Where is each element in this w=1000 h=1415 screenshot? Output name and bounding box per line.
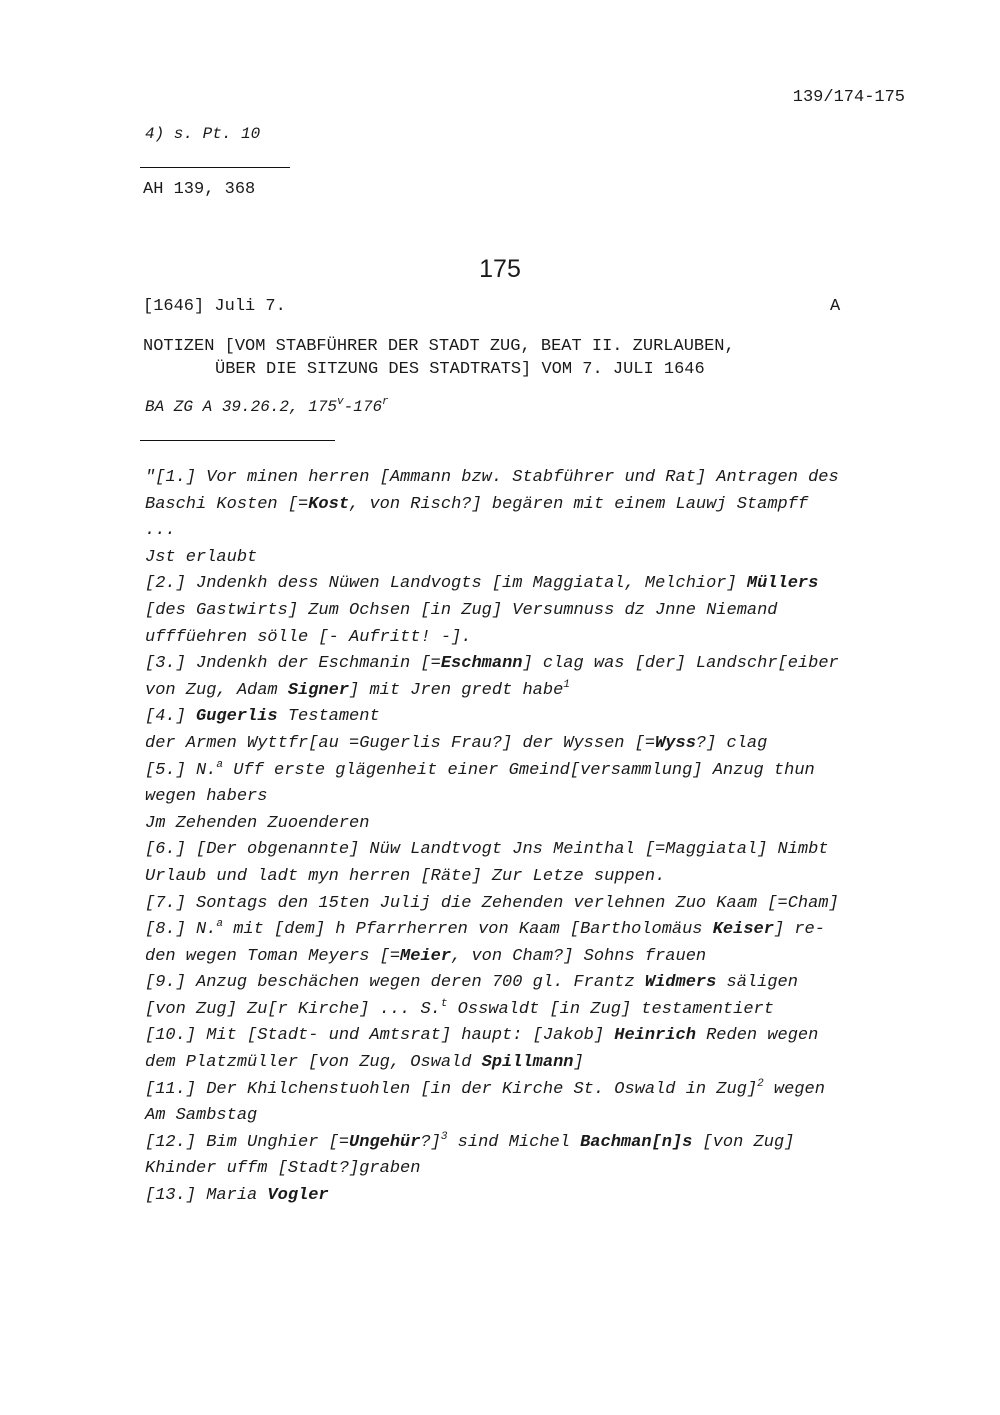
- entry-1: [145, 465, 905, 571]
- entry-text: [9.] Anzug beschächen wegen deren 700 gl. Frantz: [145, 973, 645, 993]
- entry-text: wegen: [763, 1079, 825, 1099]
- transcription-entries: [145, 465, 905, 1210]
- source-sup-verso: v: [337, 396, 344, 408]
- entry-3: [145, 651, 905, 704]
- entry-line: [7.] Sontags den 15ten Julij die Zehenden verlehnen Zuo Kaam [=Cham]: [145, 893, 839, 913]
- entry-line: [6.] [Der obgenannte] Nüw Landtvogt Jns Meinthal [=Maggiatal] Nimbt: [145, 840, 829, 860]
- entry-text: [10.] Mit [Stadt- und Amtsrat] haupt: [Jakob]: [145, 1026, 615, 1046]
- entry-name: Spillmann: [481, 1053, 574, 1073]
- entry-line: Khinder uffm [Stadt?]graben: [145, 1159, 421, 1179]
- document-title: [143, 335, 883, 381]
- entry-text: , von Risch?] begären mit einem Lauwj Stampff: [349, 494, 809, 514]
- entry-6: [145, 837, 905, 890]
- document-title-line-2: ÜBER DIE SITZUNG DES STADTRATS] VOM 7. JULI 1646: [215, 360, 705, 379]
- entry-text: [8.] N.: [145, 920, 217, 940]
- entry-5: [145, 758, 905, 838]
- footnote-marker: 2: [757, 1077, 764, 1090]
- previous-footnote: 4) s. Pt. 10: [145, 125, 261, 143]
- source-mid: -176: [343, 398, 383, 416]
- entry-name: Kost: [308, 494, 350, 514]
- entry-4: [145, 704, 905, 757]
- entry-name: Müllers: [746, 574, 819, 594]
- entry-text: ]: [573, 1053, 584, 1073]
- page-reference: 139/174-175: [792, 88, 905, 107]
- entry-text: [12.] Bim Unghier [=: [145, 1132, 350, 1152]
- entry-9: [145, 970, 905, 1023]
- footnote-marker: 3: [440, 1130, 448, 1143]
- entry-text: , von Cham?] Sohns frauen: [451, 946, 707, 966]
- entry-line: [des Gastwirts] Zum Ochsen [in Zug] Versumnuss dz Jnne Niemand: [145, 600, 778, 620]
- entry-text: den wegen Toman Meyers [=: [145, 946, 401, 966]
- document-date: [1646] Juli 7.: [143, 297, 286, 316]
- entry-name: Meier: [400, 946, 452, 966]
- entry-name: Wyss: [655, 733, 696, 753]
- entry-text: Testament: [277, 707, 380, 727]
- entry-text: Reden wegen: [695, 1026, 819, 1046]
- entry-text: ?]: [420, 1132, 441, 1152]
- entry-7: [145, 891, 905, 918]
- entry-name: Vogler: [267, 1186, 329, 1206]
- document-number: 175: [479, 255, 521, 283]
- previous-source: AH 139, 368: [143, 180, 256, 199]
- entry-name: Eschmann: [440, 654, 523, 674]
- source-rule: [140, 440, 335, 441]
- entry-text: mit [dem] h Pfarrherren von Kaam [Bartholomäus: [223, 920, 713, 940]
- entry-13: [145, 1183, 905, 1210]
- source-prefix: BA ZG A 39.26.2, 175: [145, 398, 338, 416]
- entry-text: Baschi Kosten [=: [145, 494, 309, 514]
- entry-12: [145, 1130, 905, 1183]
- entry-line: wegen habers: [145, 787, 268, 807]
- entry-name: Ungehür: [349, 1132, 421, 1152]
- entry-text: Osswaldt [in Zug] testamentiert: [447, 999, 774, 1019]
- entry-text: [3.] Jndenkh der Eschmanin [=: [145, 654, 441, 674]
- entry-text: dem Platzmüller [von Zug, Oswald: [145, 1053, 482, 1073]
- source-sup-recto: r: [382, 396, 389, 408]
- entry-text: ] clag was [der] Landschr[eiber: [522, 654, 839, 674]
- entry-name: Bachman[n]s: [580, 1132, 693, 1152]
- entry-line: "[1.] Vor minen herren [Ammann bzw. Stabführer und Rat] Antragen des: [145, 468, 839, 487]
- document-type: A: [830, 297, 841, 316]
- entry-text: [von Zug] Zu[r Kirche] ... S.: [145, 999, 441, 1019]
- entry-line: Urlaub und ladt myn herren [Räte] Zur Letze suppen.: [145, 866, 666, 886]
- entry-8: [145, 917, 905, 970]
- entry-name: Gugerlis: [196, 707, 278, 727]
- footnote-marker: a: [216, 758, 224, 771]
- entry-text: ] mit Jren gredt habe: [349, 680, 564, 700]
- entry-text: [von Zug]: [692, 1132, 795, 1152]
- entry-text: säligen: [716, 973, 798, 993]
- entry-name: Signer: [287, 680, 350, 700]
- entry-name: Heinrich: [614, 1026, 696, 1046]
- entry-text: der Armen Wyttfr[au =Gugerlis Frau?] der Wyssen [=: [145, 733, 656, 753]
- archival-source: [145, 398, 389, 416]
- entry-line: Jst erlaubt: [145, 547, 258, 567]
- entry-name: Widmers: [644, 973, 717, 993]
- document-title-line-1: NOTIZEN [VOM STABFÜHRER DER STADT ZUG, BEAT II. ZURLAUBEN,: [143, 337, 735, 356]
- footnote-marker: 1: [563, 678, 570, 691]
- entry-line: ...: [145, 521, 176, 541]
- entry-text: ] re-: [773, 920, 825, 940]
- entry-2: [145, 571, 905, 651]
- superscript: t: [440, 997, 448, 1010]
- entry-text: [13.] Maria: [145, 1186, 268, 1206]
- entry-text: [2.] Jndenkh dess Nüwen Landvogts [im Maggiatal, Melchior]: [145, 574, 747, 594]
- footnote-marker: a: [216, 918, 224, 931]
- entry-name: Keiser: [712, 920, 774, 940]
- entry-text: sind Michel: [447, 1132, 581, 1152]
- entry-line: Jm Zehenden Zuoenderen: [145, 813, 370, 833]
- entry-text: von Zug, Adam: [145, 680, 288, 700]
- entry-text: [4.]: [145, 707, 197, 727]
- entry-11: [145, 1077, 905, 1130]
- entry-text: [5.] N.: [145, 760, 217, 780]
- entry-line: ufffüehren sölle [- Aufritt! -].: [145, 627, 472, 647]
- entry-text: [11.] Der Khilchenstuohlen [in der Kirche St. Oswald in Zug]: [145, 1079, 758, 1099]
- entry-text: Uff erste glägenheit einer Gmeind[versammlung] Anzug thun: [223, 760, 815, 780]
- entry-10: [145, 1023, 905, 1076]
- entry-text: ?] clag: [695, 733, 768, 753]
- footnote-rule: [140, 167, 290, 168]
- entry-line: Am Sambstag: [145, 1106, 258, 1126]
